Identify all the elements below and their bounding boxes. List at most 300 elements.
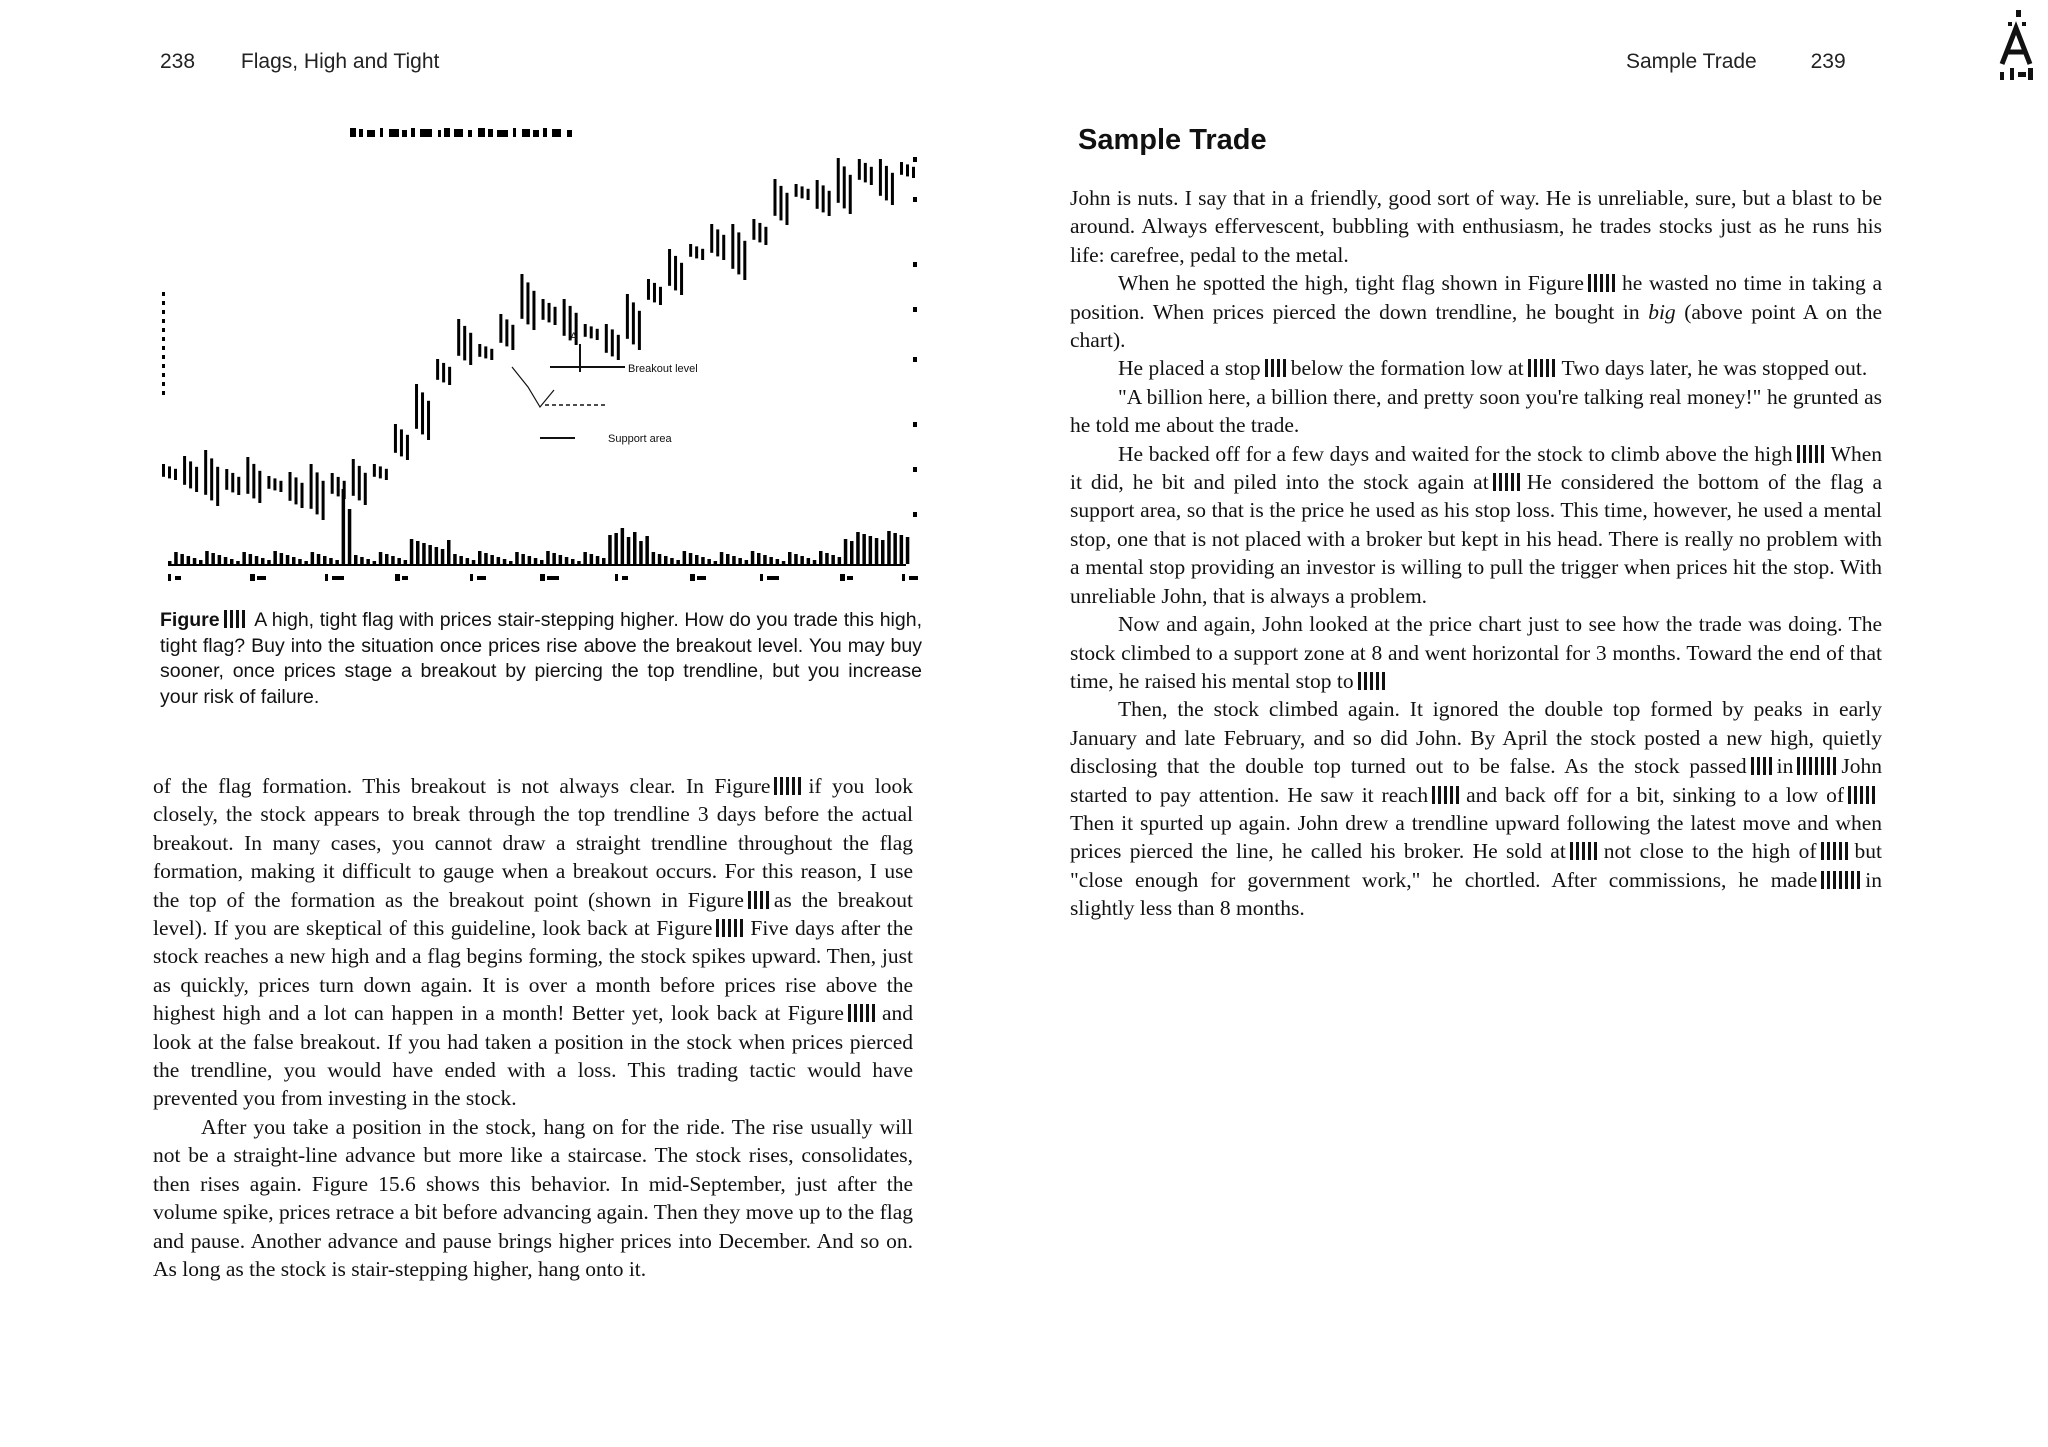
volume-bar (335, 560, 339, 564)
header-glyph (359, 129, 363, 137)
price-bar (231, 473, 234, 493)
header-glyph (497, 130, 508, 137)
volume-bar (205, 551, 209, 564)
right-running-head (1626, 50, 1846, 74)
header-glyph (478, 128, 485, 137)
garbled-glyph-icon (1570, 842, 1600, 860)
price-bar (258, 471, 261, 503)
price-bar (210, 458, 213, 500)
header-glyph (411, 128, 415, 137)
price-bar (785, 193, 788, 225)
volume-bar (639, 541, 643, 564)
garbled-glyph-icon (1493, 473, 1523, 491)
price-bar (505, 319, 508, 346)
right-scale-mark (913, 512, 917, 517)
text-run: Then, the stock climbed again. It ignored the double top formed by peaks in early January and late February, and so did John. By April the stock posted a new high, quietly disclosing that the double top turned out to be false. As the stock passed (1070, 697, 1882, 779)
volume-bar (807, 558, 811, 564)
x-tick-label-glyph (332, 576, 344, 580)
price-bar (737, 232, 740, 274)
annotation-label: A (570, 331, 578, 343)
volume-bar (757, 553, 761, 564)
price-bar (849, 175, 852, 214)
left-scale-mark (162, 328, 165, 332)
price-bar (337, 477, 340, 497)
garbled-glyph-icon (1265, 359, 1287, 377)
price-bar (680, 263, 683, 295)
volume-bar (608, 535, 612, 564)
header-glyph (367, 130, 375, 137)
price-bar (252, 464, 255, 499)
chart-right-scale-marks (913, 157, 917, 517)
volume-bar (180, 554, 184, 564)
price-bar (647, 279, 650, 300)
header-glyph (380, 128, 383, 137)
volume-bar (379, 552, 383, 564)
volume-bar (286, 555, 290, 564)
volume-bar (373, 561, 377, 564)
text-run: He placed a stop (1118, 356, 1261, 381)
x-tick-label-glyph (622, 576, 628, 580)
volume-bar (428, 545, 432, 564)
volume-bar (583, 552, 587, 564)
left-scale-mark (162, 319, 165, 323)
price-bar (858, 159, 861, 180)
price-bar (373, 464, 376, 477)
header-glyph (533, 130, 539, 137)
section-title: Sample Trade (1078, 124, 1267, 156)
price-bar (463, 326, 466, 361)
price-bar (162, 464, 165, 477)
price-bar (469, 333, 472, 365)
volume-bar (745, 560, 749, 564)
price-bar (490, 349, 493, 360)
price-bar (379, 466, 382, 478)
volume-bar (385, 554, 389, 564)
text-run: He considered the bottom of the flag a support area, so that is the price he used as his stop loss. This time, however, he used a mental stop, one that is not placed with a broker but kept in his head. There is really no problem with a mental stop providing an investor is willing to pull the trigger when prices hit the stop. With unreliable John, that is always a problem. (1070, 470, 1882, 608)
garbled-glyph-icon (1821, 842, 1851, 860)
header-glyph (522, 129, 530, 137)
figure-caption (160, 608, 922, 710)
price-bar (816, 180, 819, 209)
volume-bar (410, 539, 414, 564)
volume-bar (168, 561, 172, 564)
chart-x-ticks (168, 574, 918, 581)
volume-bar (596, 556, 600, 564)
price-bar (773, 179, 776, 216)
right-scale-mark (913, 357, 917, 362)
volume-bar (230, 559, 234, 564)
x-tick-label-glyph (175, 576, 181, 580)
volume-bar (174, 552, 178, 564)
text-run: in (1776, 754, 1794, 779)
price-bar (743, 241, 746, 280)
volume-bar (435, 547, 439, 564)
volume-bar (453, 554, 457, 564)
header-glyph (552, 129, 561, 137)
price-bar (204, 450, 207, 495)
price-bar (779, 186, 782, 221)
volume-bar (906, 537, 910, 564)
price-bar (364, 473, 367, 505)
volume-bar (255, 556, 258, 564)
text-run: below the formation low at (1290, 356, 1524, 381)
x-tick-mark (690, 574, 695, 581)
price-bar (183, 456, 186, 485)
volume-bar (701, 557, 705, 564)
price-bar (436, 359, 439, 380)
volume-bar (695, 555, 699, 564)
price-bar (843, 166, 846, 208)
volume-bar (187, 556, 191, 564)
price-bar (421, 392, 424, 434)
price-bar (542, 299, 545, 320)
paragraph (1070, 440, 1882, 610)
price-bar (548, 303, 551, 323)
left-scale-mark (162, 364, 165, 368)
volume-bar (738, 558, 742, 564)
price-bar (400, 429, 403, 456)
volume-bar (689, 553, 693, 564)
price-bar (837, 158, 840, 203)
volume-bar (298, 559, 302, 564)
price-bar (758, 223, 761, 243)
volume-bar (497, 557, 501, 564)
volume-bar (825, 553, 829, 564)
price-bar (442, 363, 445, 383)
volume-bar (552, 553, 556, 564)
volume-bar (707, 559, 711, 564)
price-bar (828, 191, 831, 216)
price-bar (331, 473, 334, 494)
right-scale-mark (913, 467, 917, 472)
price-bar (716, 229, 719, 256)
volume-bar (249, 554, 253, 564)
left-page-number: 238 (160, 50, 196, 73)
price-bar (310, 464, 313, 509)
price-bar (638, 311, 641, 350)
x-tick-mark (540, 574, 545, 581)
volume-bar (236, 561, 240, 564)
price-bar (273, 478, 276, 490)
x-tick-mark (168, 574, 171, 581)
price-bar (526, 282, 529, 324)
text-run: Then it spurted up again. John drew a trendline upward following the latest move and when prices pierced the line, he called his broker. He sold at (1070, 810, 1882, 864)
caption-label: Figure (160, 609, 220, 631)
x-tick-mark (250, 574, 255, 581)
volume-bar (887, 531, 891, 564)
price-bar (168, 466, 171, 478)
volume-bar (360, 557, 364, 564)
header-glyph (543, 128, 547, 137)
volume-bar (490, 555, 494, 564)
volume-bar (683, 551, 687, 564)
volume-bar (726, 554, 730, 564)
price-bar (722, 235, 725, 260)
text-run: he wasted no time in taking a position. When prices pierced the down trendline, he bought in (1070, 271, 1882, 324)
price-bar (795, 184, 798, 197)
volume-bar (261, 558, 265, 564)
scan-corner-mark-icon (1994, 10, 2038, 82)
volume-bar (397, 558, 401, 564)
left-scale-mark (162, 391, 165, 395)
volume-bar (422, 543, 426, 564)
x-tick-label-glyph (697, 576, 706, 580)
volume-bar (534, 558, 538, 564)
right-page-number: 239 (1810, 50, 1846, 73)
text-run: and look at the false breakout. If you had taken a position in the stock when prices pierced the trendline, you would have ended with a loss. This trading tactic would have prevented you from investing in the stock. (153, 1001, 913, 1111)
price-bars (162, 158, 915, 520)
price-bar (674, 256, 677, 291)
volume-bar (348, 509, 352, 564)
text-run: Now and again, John looked at the price chart just to see how the trade was doing. The stock climbed to a support zone at 8 and went horizontal for 3 months. Toward the end of that time, he raised his mental stop to (1070, 612, 1882, 693)
volume-bar (509, 561, 513, 564)
x-tick-mark (902, 574, 905, 581)
price-bar (246, 457, 249, 494)
price-bar (864, 163, 867, 183)
text-run: He backed off for a few days and waited for the stock to climb above the high (1118, 441, 1793, 466)
volume-bar (658, 554, 662, 564)
garbled-glyph-icon (774, 777, 804, 795)
right-running-title: Sample Trade (1626, 50, 1757, 73)
price-bar (563, 299, 566, 336)
garbled-glyph-icon (1751, 757, 1773, 775)
volume-bar (893, 533, 897, 564)
price-bar (301, 483, 304, 508)
paragraph (1070, 695, 1882, 922)
text-run: When he spotted the high, tight flag shown in Figure (1118, 271, 1584, 296)
paragraph (1070, 269, 1882, 354)
chart-annotation-labels (570, 331, 698, 445)
price-bar (385, 469, 388, 480)
garbled-glyph-icon (748, 891, 770, 909)
text-run: Two days later, he was stopped out. (1561, 356, 1868, 381)
price-bar (596, 329, 599, 340)
volume-bar (472, 560, 476, 564)
volume-bar (559, 555, 563, 564)
paragraph: John is nuts. I say that in a friendly, good sort of way. He is unreliable, sure, but a blast to be around. Always effervescent, bubbling with enthusiasm, he trades stocks just as he runs his life: carefree, pedal to the metal. (1070, 186, 1882, 267)
price-bar (484, 346, 487, 358)
price-bar (448, 367, 451, 385)
volume-bar (199, 560, 203, 564)
chart-garbled-header (350, 128, 572, 137)
text-run: not close to the high of (1603, 839, 1817, 864)
volume-bar (621, 528, 625, 564)
price-bar (295, 477, 298, 504)
volume-bar (831, 555, 835, 564)
volume-bar (614, 533, 618, 564)
left-scale-mark (162, 355, 165, 359)
volume-bar (280, 553, 284, 564)
right-scale-mark (913, 262, 917, 267)
x-tick-label-glyph (847, 576, 853, 580)
right-scale-mark (913, 197, 917, 202)
right-scale-mark (913, 157, 917, 162)
left-scale-mark (162, 310, 165, 314)
chart-left-scale-marks (162, 292, 165, 395)
caption-text: A high, tight flag with prices stair-stepping higher. How do you trade this high, tight flag? Buy into the situation once prices rise above the breakout level. You may buy sooner, once prices stage a breakout by piercing the top trendline, but you increase your risk of failure. (160, 609, 922, 708)
header-glyph (468, 130, 472, 137)
price-bar (752, 219, 755, 240)
volume-bar (317, 554, 321, 564)
left-running-head (160, 50, 439, 74)
price-bar (520, 274, 523, 319)
price-bar (617, 335, 620, 360)
price-bar (406, 435, 409, 460)
text-run: as the breakout level). If you are skeptical of this guideline, look back at Figure (153, 887, 913, 941)
x-tick-mark (840, 574, 845, 581)
volume-bar (478, 551, 482, 564)
volume-bar (875, 538, 879, 564)
paragraph: "A billion here, a billion there, and pretty soon you're talking real money!" he grunted as he told me about the trade. (1070, 384, 1882, 438)
volume-bar (645, 536, 649, 564)
price-bar (316, 472, 319, 514)
header-glyph (389, 129, 399, 137)
volume-bar (751, 551, 755, 564)
x-tick-mark (395, 574, 400, 581)
text-run: of the flag formation. This breakout is not always clear. In Figure (153, 774, 771, 798)
paragraph (1070, 610, 1882, 695)
price-bar (626, 294, 629, 339)
x-tick-label-glyph (402, 576, 408, 580)
volume-bar (311, 552, 315, 564)
header-glyph (567, 130, 572, 137)
price-bar (632, 302, 635, 344)
volume-bar (577, 561, 581, 564)
price-bar (653, 283, 656, 303)
price-bar (590, 326, 593, 338)
price-volume-chart (150, 122, 930, 592)
price-bar (415, 384, 418, 429)
volume-bar (391, 556, 395, 564)
volume-bar (323, 556, 327, 564)
garbled-glyph-icon (848, 1004, 878, 1022)
x-tick-mark (325, 574, 328, 581)
volume-bar (342, 489, 346, 564)
price-bar (689, 244, 692, 257)
volume-bar (329, 558, 333, 564)
price-bar (289, 472, 292, 501)
header-glyph (438, 130, 441, 137)
right-page (1024, 0, 2048, 1447)
volume-bar (813, 560, 817, 564)
header-glyph (402, 130, 407, 137)
price-bar (322, 481, 325, 520)
volume-bar (565, 557, 569, 564)
price-bar (605, 324, 608, 353)
price-bar (189, 461, 192, 488)
volume-bar (292, 557, 296, 564)
volume-bar (670, 558, 674, 564)
price-bar (912, 167, 915, 178)
volume-bar (714, 561, 718, 564)
price-bar (216, 467, 219, 506)
text-run: John started to pay attention. He saw it reach (1070, 754, 1882, 807)
text-run: if you look closely, the stock appears to break through the top trendline 3 days before the actual breakout. In many cases, you cannot draw a straight trendline throughout the flag formation, making it difficult to gauge when a breakout occurs. For this reason, I use the top of the formation as the breakout point (shown in Figure (153, 774, 913, 912)
left-scale-mark (162, 301, 165, 305)
volume-bar (466, 558, 470, 564)
left-scale-mark (162, 292, 165, 296)
text-run: but "close enough for government work," he chortled. After commissions, he made (1070, 839, 1882, 892)
volume-bar (652, 552, 656, 564)
volume-bar (794, 554, 798, 564)
price-bar (668, 249, 671, 286)
price-bar (701, 249, 704, 260)
volume-bar (218, 555, 222, 564)
x-tick-mark (615, 574, 618, 581)
price-bar (764, 227, 767, 245)
price-bar (457, 319, 460, 356)
volume-bar (769, 557, 773, 564)
price-bar (710, 224, 713, 253)
volume-bar (211, 553, 215, 564)
price-bar (352, 459, 355, 496)
volume-bar (800, 556, 804, 564)
volume-bar (528, 556, 532, 564)
garbled-glyph-icon (716, 919, 746, 937)
volume-bar (304, 561, 308, 564)
text-run: and back off for a bit, sinking to a low of (1466, 782, 1844, 807)
volume-bar (515, 552, 519, 564)
x-tick-label-glyph (257, 576, 266, 580)
volume-baseline (168, 564, 906, 566)
volume-bar (404, 560, 408, 564)
header-glyph (454, 129, 463, 137)
volume-bar (850, 541, 854, 564)
text-run: When it did, he bit and piled into the stock again at (1070, 441, 1882, 495)
volume-bar (844, 539, 848, 564)
volume-bar (267, 560, 271, 564)
price-bar (499, 314, 502, 343)
left-scale-mark (162, 337, 165, 341)
garbled-glyph-icon (1528, 359, 1558, 377)
x-tick-mark (470, 574, 473, 581)
volume-bar (763, 555, 767, 564)
price-bar (511, 325, 514, 350)
volume-bar (540, 560, 544, 564)
flag-outline (512, 367, 554, 407)
volume-bar (900, 535, 904, 564)
volume-bar (273, 551, 277, 564)
annotation-label: Breakout level (628, 363, 698, 375)
text-run: (above point A on the chart). (1070, 299, 1883, 353)
header-glyph (420, 129, 432, 137)
volume-bar (856, 532, 860, 564)
right-scale-mark (913, 307, 917, 312)
volume-bar (732, 556, 736, 564)
paragraph: After you take a position in the stock, hang on for the ride. The rise usually will not be a straight-line advance but more like a staircase. The stock rises, consolidates, then rises again. Figure 15.6 shows this behavior. In mid-September, just after the volume spike, prices retrace a bit before advancing again. Then they move up to the flag and pause. Another advance and pause brings higher prices into December. And so on. As long as the stock is stair-stepping higher, hang onto it. (153, 1114, 913, 1281)
header-glyph (488, 129, 493, 137)
right-scale-mark (913, 422, 917, 427)
left-scale-mark (162, 346, 165, 350)
volume-bar (676, 560, 680, 564)
volume-bar (819, 551, 823, 564)
header-glyph (350, 128, 356, 137)
garbled-glyph-icon (1797, 757, 1837, 775)
header-glyph (444, 128, 450, 137)
annotation-label: Support area (608, 433, 672, 445)
volume-bar (416, 541, 420, 564)
price-bar (478, 344, 481, 357)
price-bar (225, 469, 228, 490)
paragraph (153, 772, 913, 1113)
volume-bar (459, 556, 463, 564)
garbled-glyph-icon (1797, 445, 1827, 463)
garbled-glyph-icon (224, 610, 246, 628)
price-bar (532, 291, 535, 330)
price-bar (801, 186, 804, 198)
price-bar (584, 324, 587, 337)
right-body-text (1070, 184, 1882, 923)
